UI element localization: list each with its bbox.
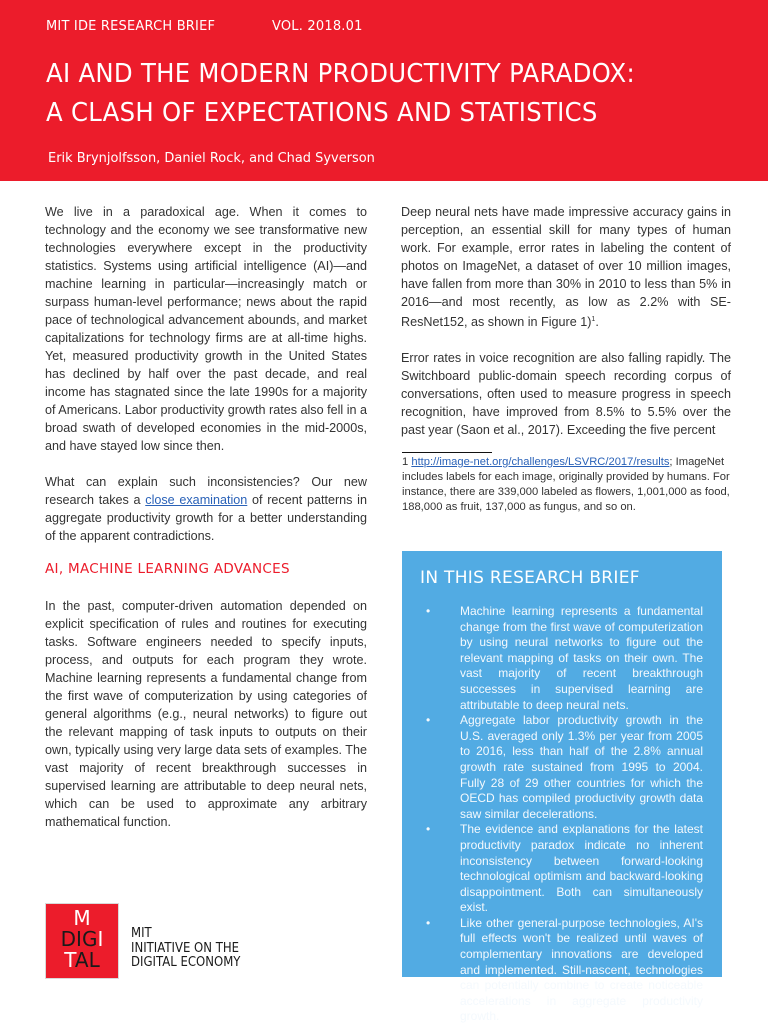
paragraph-text: . <box>595 315 599 330</box>
list-item-text: Aggregate labor productivity growth in the U.S. averaged only 1.3% per year from 2005 to 2016, less than half of the 2.8% annual growth rate sustained from 1995 to 2004. Fully 28 of 29 other countries for which the OECD has compiled productivity growth data saw similar decelerations. <box>460 713 703 821</box>
logo-line: DIGITAL ECONOMY <box>131 955 241 970</box>
left-column-lower <box>45 597 367 831</box>
list-item <box>420 713 703 822</box>
imagenet-link[interactable]: http://image-net.org/challenges/LSVRC/2017/results <box>411 456 670 468</box>
bullet-icon: • <box>426 604 431 618</box>
footnote-text: ; ImageNet includes labels for each image, originally provided by humans. For instance, there are 339,000 labeled as flowers, 1,001,000 as food, 188,000 as fruit, 137,000 as fungus, and so on. <box>402 456 730 513</box>
paragraph-text: What can explain such inconsistencies? Our new research takes a <box>45 475 367 507</box>
title-line-1: AI AND THE MODERN PRODUCTIVITY PARADOX: <box>46 59 636 89</box>
list-item <box>420 916 703 1025</box>
logo-wordmark <box>131 927 240 971</box>
logo-letter: AL <box>74 948 100 972</box>
logo-letter: T <box>64 948 75 972</box>
footnote <box>402 455 742 515</box>
logo-line: INITIATIVE ON THE <box>131 940 240 956</box>
bullet-icon: • <box>426 915 431 930</box>
brief-box-title: IN THIS RESEARCH BRIEF <box>420 568 640 588</box>
voice-paragraph: Error rates in voice recognition are also falling rapidly. The Switchboard public-domain speech recording corpus of conversations, often used to measure progress in speech recognition, have improved from 8.5% to 5.5% over the past year (Saon et al., 2017). Exceeding the five percent <box>401 351 731 438</box>
research-paragraph <box>45 473 367 545</box>
close-examination-link[interactable]: close examination <box>145 493 248 507</box>
right-column <box>401 203 731 439</box>
list-item-text: Machine learning represents a fundamental change from the first wave of computerization by using neural networks to figure out the relevant mapping of tasks on their own. The vast majority of recent breakthrough successes in supervised learning are attributable to deep neural nets. <box>460 604 703 712</box>
logo-letter: I <box>97 927 104 951</box>
bullet-icon: • <box>426 822 431 837</box>
brief-list <box>420 604 703 1025</box>
footnote-divider <box>402 452 492 453</box>
left-column <box>45 203 367 545</box>
page-title <box>46 55 715 133</box>
list-item-text: The evidence and explanations for the latest productivity paradox indicate no inherent inconsistency between forward-looking technological optimism and backward-looking disappointment. Both can simultaneously exist. <box>460 822 703 915</box>
footnote-ref[interactable]: 1 <box>591 316 596 323</box>
bullet-icon: • <box>426 713 431 728</box>
volume-label: VOL. 2018.01 <box>272 19 363 34</box>
list-item <box>420 604 703 713</box>
section-heading: AI, MACHINE LEARNING ADVANCES <box>45 561 290 577</box>
logo-letters <box>52 908 112 971</box>
paragraph-text: Deep neural nets have made impressive accuracy gains in perception, an essential skill for many types of human work. For example, error rates in labeling the content of photos on ImageNet, a dataset of over 10 million images, have fallen from more than 30% in 2010 to less than 5% in 2016—and most recently, as low as 2.2% with SE-ResNet152, as shown in Figure 1) <box>401 205 731 330</box>
ml-paragraph: In the past, computer-driven automation depended on explicit specification of rules and routines for executing tasks. Software engineers needed to specify inputs, process, and outputs for each program they wrote. Machine learning represents a fundamental change from the first wave of computerization by using categories of general algorithms (e.g., neural networks) to figure out the relevant mapping of task inputs to outputs on their own, typically using very large data sets of examples. The vast majority of recent breakthrough successes in supervised learning are attributable to deep neural nets, which can be used to approximate any arbitrary mathematical function. <box>45 599 367 829</box>
authors: Erik Brynjolfsson, Daniel Rock, and Chad Syverson <box>48 150 375 166</box>
title-line-2: A CLASH OF EXPECTATIONS AND STATISTICS <box>46 98 598 128</box>
logo-line: MIT <box>131 926 152 941</box>
series-label: MIT IDE RESEARCH BRIEF <box>46 19 216 34</box>
intro-paragraph: We live in a paradoxical age. When it comes to technology and the economy we see transformative new technologies everywhere except in the productivity statistics. Systems using artificial intelligence (AI)—and machine learning in particular—increasingly match or surpass human-level performance; news about the rapid pace of technological advancement abounds, and market capitalizations for technology firms are at all-time highs. Yet, measured productivity growth in the United States has declined by half over the past decade, and real income has stagnated since the late 1990s for a majority of Americans. Labor productivity growth rates also fell in a broad swath of developed economies in the mid-2000s, and have stayed low since then. <box>45 205 367 453</box>
mit-digital-logo-icon <box>45 903 119 979</box>
research-brief-box <box>402 551 722 1024</box>
perception-paragraph <box>401 203 731 331</box>
logo-letter: DIG <box>60 927 98 951</box>
logo-letter: M <box>73 906 91 930</box>
paragraph-text: of recent patterns in aggregate productivity growth for a better understanding of the apparent contradictions. <box>45 493 367 543</box>
footnote-number: 1 <box>402 456 409 468</box>
list-item <box>420 822 703 916</box>
header-banner <box>0 0 768 181</box>
list-item-text: Like other general-purpose technologies, AI's full effects won't be realized until waves of complementary innovations are developed and implemented. Still-nascent, technologies can potentially combine to create noticeable accelerations in aggregate productivity growth. <box>460 915 703 1024</box>
